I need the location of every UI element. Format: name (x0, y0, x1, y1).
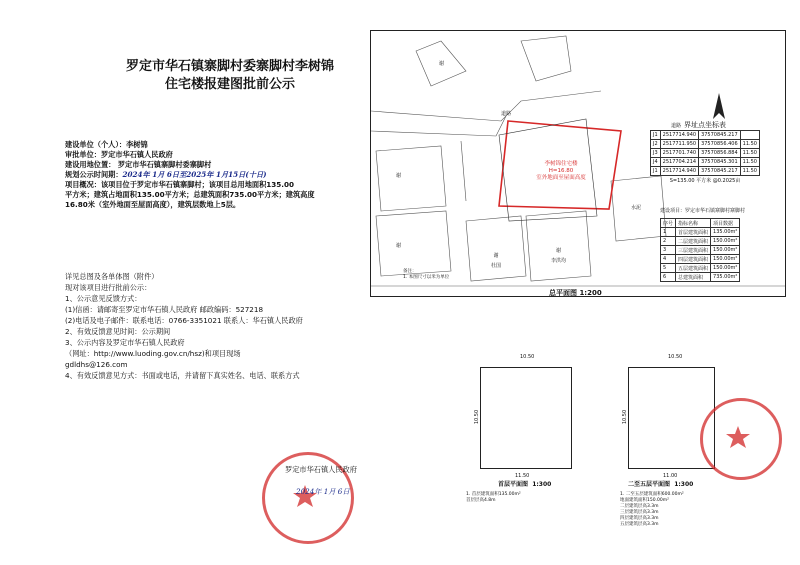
plan2-note: 二层建筑层高3.3m (620, 504, 659, 509)
plan1-top-dim: 10.50 (520, 354, 535, 360)
indicator-cell: 二层建筑面积 (676, 237, 711, 246)
coord-cell: J1 (651, 167, 661, 176)
plan2-scale: 1:300 (674, 481, 694, 488)
indicator-cell: 735.00m² (711, 273, 740, 282)
coord-cell: 2517711.950 (660, 140, 698, 149)
plan1-scale: 1:300 (532, 481, 552, 488)
indicator-cell: 150.00m² (711, 237, 740, 246)
indicator-row (661, 255, 740, 264)
house-bottom-2-owner: 李洪均 (551, 258, 567, 264)
signature-org: 罗定市华石镇人民政府 (285, 465, 357, 474)
coord-cell: 37570845.217 (699, 131, 741, 140)
house-bottom-1-name: 谢 (493, 253, 499, 259)
road-label: 道路 (501, 111, 512, 117)
indicator-row (661, 228, 740, 237)
building-label (521, 161, 601, 182)
indicator-header-cell: 序号 (661, 219, 676, 228)
indicator-cell: 2 (661, 237, 676, 246)
title-line-2: 住宅楼报建图批前公示 (164, 77, 295, 92)
building-height: H=16.80 (548, 168, 574, 174)
coord-cell: 11.50 (740, 158, 759, 167)
coord-footer: S=135.00 平方米 @0.2025亩 (669, 178, 741, 184)
indicator-row (661, 264, 740, 273)
building-height-note: 室外地面至屋面高度 (536, 175, 586, 181)
plan2-note: 五层建筑层高3.3m (620, 522, 659, 527)
plan1-caption (498, 480, 551, 490)
plan1-outline (480, 367, 572, 469)
notice-line: 4、有效反馈意见方式：书面或电话，并请留下真实姓名、电话、联系方式 (65, 371, 300, 380)
period-label: 规划公示时间期： (65, 170, 123, 179)
road-label-2: 道路 (671, 123, 682, 129)
overview-3: 16.80米（室外地面至屋面高度），建筑层数地上5层。 (65, 200, 241, 209)
location-text: 建设用地位置： 罗定市华石镇寨脚村委寨脚村 (65, 160, 212, 169)
plan2-bottom-dim: 11.00 (663, 473, 678, 479)
coord-row (651, 167, 760, 176)
coord-cell: J1 (651, 131, 661, 140)
notice-line: 1、公示意见反馈方式： (65, 294, 142, 303)
indicator-block (660, 206, 745, 282)
coord-table (650, 130, 760, 176)
indicator-cell: 三层建筑面积 (676, 246, 711, 255)
indicator-header-cell: 项目数据 (711, 219, 740, 228)
plan1-left-dim: 10.50 (474, 409, 481, 425)
north-arrow-icon (709, 93, 729, 121)
plan2-note: 地面建筑面积150.00m² (620, 498, 669, 503)
plan2-note: 四层建筑层高3.3m (620, 516, 659, 521)
plan2-caption (628, 480, 693, 490)
coord-table-block (650, 120, 760, 186)
company-seal (700, 398, 782, 480)
indicator-cell: 首层建筑面积 (676, 228, 711, 237)
coord-cell: 2517714.940 (660, 131, 698, 140)
indicator-cell: 6 (661, 273, 676, 282)
plan2-caption-text: 二至五层平面图 (628, 481, 671, 488)
coord-cell: 37570856.884 (699, 149, 741, 158)
coord-table-title: 界址点坐标表 (683, 121, 726, 129)
plan2-top-dim: 10.50 (668, 354, 683, 360)
coord-cell: 2517701.740 (660, 149, 698, 158)
indicator-header-row (661, 219, 740, 228)
approver-text: 审批单位：罗定市华石镇人民政府 (65, 150, 173, 159)
house-bottom-1 (491, 251, 501, 271)
side-label: 水泥 (631, 205, 642, 211)
indicator-cell: 135.00m² (711, 228, 740, 237)
indicator-cell: 1 (661, 228, 676, 237)
house-bottom-2 (551, 246, 566, 266)
coord-row (651, 158, 760, 167)
indicator-table (660, 218, 740, 282)
plan2-note: 三层建筑层高3.3m (620, 510, 659, 515)
coord-cell: 2517704.214 (660, 158, 698, 167)
notice-line: (1)信函：请邮寄至罗定市华石镇人民政府 邮政编码：527218 (65, 305, 264, 314)
indicator-cell: 五层建筑面积 (676, 264, 711, 273)
indicator-cell: 3 (661, 246, 676, 255)
plan1-note-1: 1. 首层建筑面积135.00m² (466, 492, 521, 497)
indicator-cell: 5 (661, 264, 676, 273)
coord-cell: 11.50 (740, 167, 759, 176)
coord-cell: J2 (651, 140, 661, 149)
signature-date: 2024年 1月 6日 (296, 487, 350, 496)
notice-line: （网址：http://www.luoding.gov.cn/hsz)和项目现场 (65, 349, 241, 358)
coord-cell: 37570856.406 (699, 140, 741, 149)
notice-line: 3、公示内容及罗定市华石镇人民政府 (65, 338, 185, 347)
house-bottom-2-name: 谢 (556, 248, 562, 254)
indicator-row (661, 273, 740, 282)
coord-row (651, 140, 760, 149)
indicator-header-cell: 指标名称 (676, 219, 711, 228)
house-left-2: 谢 (396, 243, 402, 249)
plan1-bottom-dim: 11.50 (515, 473, 530, 479)
page-title (90, 58, 370, 94)
notice-line: 现对该项目进行批前公示： (65, 283, 152, 292)
indicator-cell: 四层建筑面积 (676, 255, 711, 264)
coord-cell: 11.50 (740, 140, 759, 149)
building-name: 李树锦住宅楼 (544, 161, 578, 167)
coord-cell: 2517714.940 (660, 167, 698, 176)
plan1-note-2: 首层层高4.8m (466, 498, 496, 503)
plan1-caption-text: 首层平面图 (498, 481, 529, 488)
period-value: 2024年 1月 6日至2025年 1月15日(十日) (122, 170, 267, 179)
neighbor-label: 谢 (439, 61, 445, 67)
indicator-row (661, 237, 740, 246)
indicator-cell: 总建筑面积 (676, 273, 711, 282)
coord-cell: 37570845.217 (699, 167, 741, 176)
plan2-note: 1. 二至五层建筑面积600.00m² (620, 492, 684, 497)
coord-cell: J3 (651, 149, 661, 158)
floor-plan-1 (470, 352, 600, 492)
indicator-cell: 150.00m² (711, 255, 740, 264)
note-1: 1. 本图尺寸以米为单位 (403, 275, 450, 280)
overview-1: 项目概况：该项目位于罗定市华石镇寨脚村；该项目总用地面积135.00 (65, 180, 294, 189)
notice-line: 详见总图及各单体图（附件） (65, 272, 159, 281)
indicator-row (661, 246, 740, 255)
title-line-1: 罗定市华石镇寨脚村委寨脚村李树锦 (125, 59, 334, 74)
caption-text: 总平面图 (549, 289, 577, 297)
house-left: 谢 (396, 173, 402, 179)
notice-line: 2、有效反馈意见时间：公示期间 (65, 327, 171, 336)
project-info (65, 140, 315, 210)
overview-2: 平方米；建筑占地面积135.00平方米；总建筑面积735.00平方米；建筑高度 (65, 190, 315, 199)
coord-row (651, 149, 760, 158)
site-plan-caption (549, 288, 602, 298)
coord-row (651, 131, 760, 140)
coord-cell (740, 131, 759, 140)
indicator-cell: 4 (661, 255, 676, 264)
indicator-cell: 150.00m² (711, 264, 740, 273)
caption-scale: 1:200 (579, 289, 602, 297)
indicator-title: 建设项目：罗定市华石镇寨脚村寨脚村 (660, 208, 746, 214)
note-label: 备注： (403, 269, 417, 274)
house-bottom-1-owner: 杜国 (491, 263, 502, 269)
coord-cell: 37570845.301 (699, 158, 741, 167)
plan2-left-dim: 10.50 (622, 409, 629, 425)
site-notes (403, 269, 449, 281)
notice-line: gdldhs@126.com (65, 360, 128, 369)
plan2-notes (620, 492, 684, 528)
plan1-notes (466, 492, 521, 504)
coord-cell: J4 (651, 158, 661, 167)
notice-line: (2)电话及电子邮件：联系电话：0766-3351021 联系人：华石镇人民政府 (65, 316, 303, 325)
builder-text: 建设单位（个人）：李树锦 (65, 140, 148, 149)
period-text (65, 170, 315, 180)
notice-block (65, 271, 303, 381)
indicator-cell: 150.00m² (711, 246, 740, 255)
coord-cell: 11.50 (740, 149, 759, 158)
